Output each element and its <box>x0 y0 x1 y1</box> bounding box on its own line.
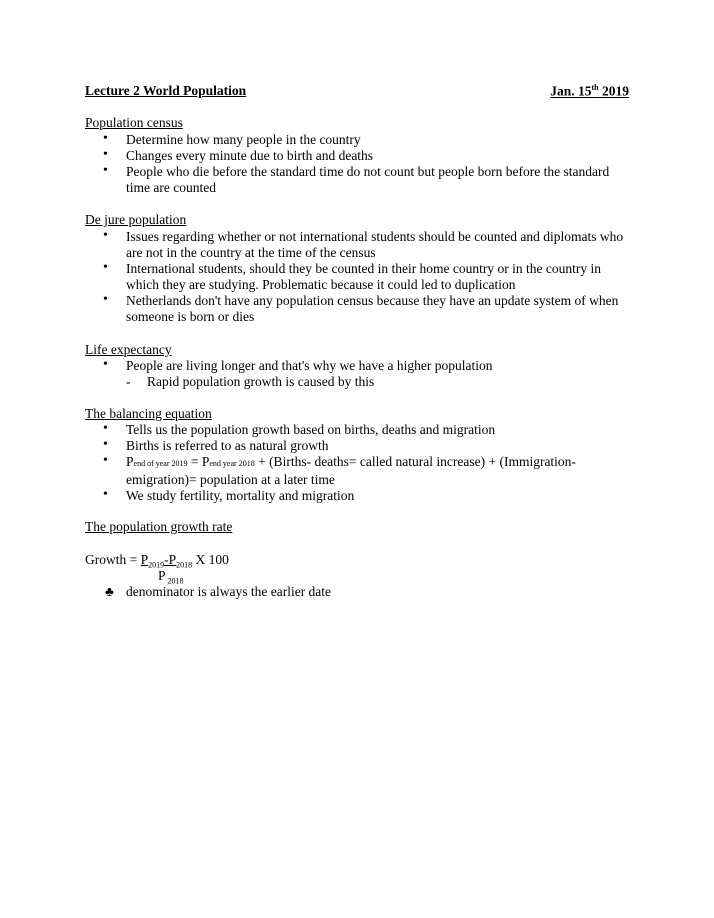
list-item: • Births is referred to as natural growth <box>103 437 329 453</box>
list-item: • Issues regarding whether or not international students should be counted and diplomats who are not in the country at the time of the census <box>103 228 624 260</box>
bullet-icon: • <box>103 147 108 162</box>
census-list <box>85 132 635 196</box>
bullet-icon: • <box>103 487 108 502</box>
club-icon: ♣ <box>105 584 114 599</box>
list-item: • People who die before the standard time do not count but people born before the standard time are counted <box>103 163 610 195</box>
list-item: • International students, should they be counted in their home country or in the country in which they are studying. Problematic because it could led to duplication <box>103 260 602 292</box>
bullet-icon: • <box>103 163 108 178</box>
dejure-list <box>85 229 635 325</box>
list-item: • Changes every minute due to birth and deaths <box>103 147 374 163</box>
heading-de-jure-population: De jure population <box>85 212 187 227</box>
list-item: • People are living longer and that's why we have a higher population <box>103 357 493 373</box>
lecture-date: Jan. 15th 2019 <box>550 83 629 99</box>
heading-balancing-equation: The balancing equation <box>85 406 212 421</box>
sub-list-item: - Rapid population growth is caused by this <box>126 374 375 389</box>
list-item: • Determine how many people in the country <box>103 131 361 147</box>
list-item: • We study fertility, mortality and migration <box>103 487 355 503</box>
heading-life-expectancy: Life expectancy <box>85 342 172 357</box>
bullet-icon: • <box>103 260 108 275</box>
dash-icon: - <box>126 374 131 389</box>
bullet-icon: • <box>103 453 108 468</box>
bullet-icon: • <box>103 421 108 436</box>
list-item: • Netherlands don't have any population census because they have an update system of when someone is born or dies <box>103 292 619 324</box>
lecture-title: Lecture 2 World Population <box>85 83 247 98</box>
bullet-icon: • <box>103 131 108 146</box>
growth-formula: Growth = $P_{2019}-P_{2018}$ X 100 <box>85 552 229 570</box>
bullet-icon: • <box>103 228 108 243</box>
growth-formula-denominator: P $_{2018}$ <box>158 568 184 586</box>
heading-population-census: Population census <box>85 115 183 130</box>
heading-growth-rate: The population growth rate <box>85 519 233 534</box>
bullet-icon: • <box>103 437 108 452</box>
balancing-list <box>85 422 635 504</box>
life-list <box>85 358 635 374</box>
list-item: • Tells us the population growth based on births, deaths and migration <box>103 421 496 437</box>
bullet-icon: • <box>103 292 108 307</box>
equation-item: • Pend of year 2019 = Pend year 2018 + (Births- deaths= called natural increase) + (Immigration-emigration)= population at a later time <box>103 453 576 487</box>
denominator-note: ♣ denominator is always the earlier date <box>105 584 332 599</box>
bullet-icon: • <box>103 357 108 372</box>
